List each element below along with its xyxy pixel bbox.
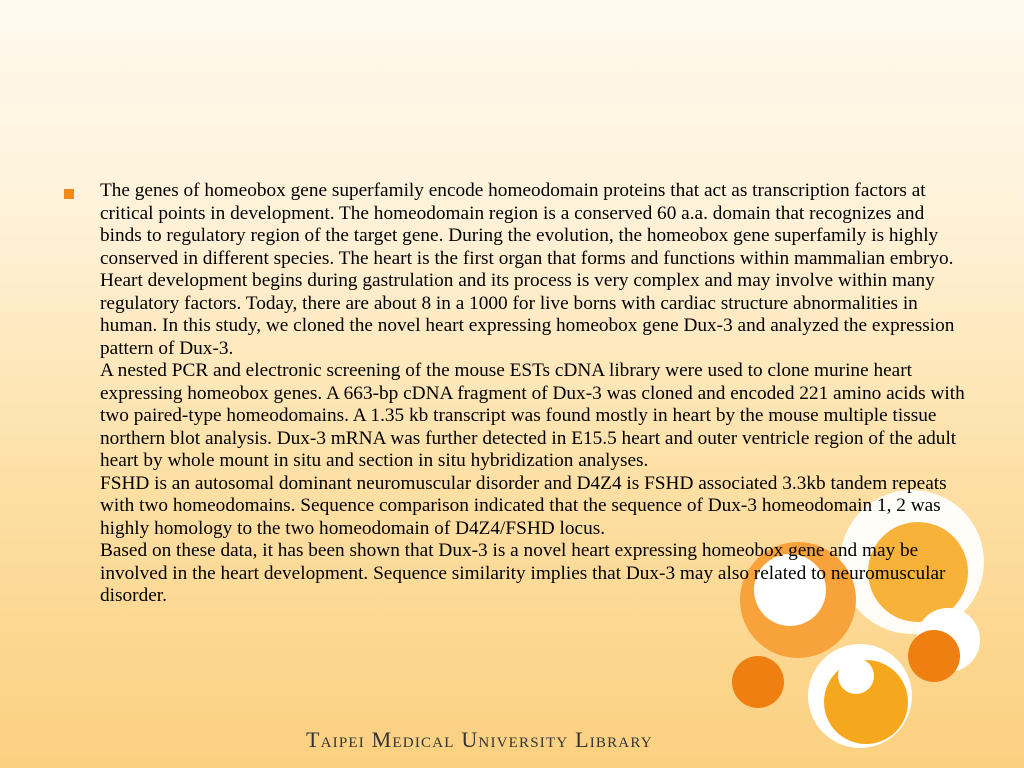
footer-library-name: Taipei Medical University Library — [306, 727, 653, 752]
circle-orange-right — [908, 630, 960, 682]
circle-white-tiny — [838, 658, 874, 694]
paragraph-intro: The genes of homeobox gene superfamily encode homeodomain proteins that act as transcription factors at critical points in development. The homeodomain region is a conserved 60 a.a. domain that recognizes and binds to regulatory region of the target gene. During the evolution, the homeobox gene superfamily is highly conserved in different species. The heart is the first organ that forms and functions within mammalian embryo. Heart development begins during gastrulation and its process is very complex and may involve within many regulatory factors. Today, there are about 8 in a 1000 for live borns with cardiac structure abnormalities in human. In this study, we cloned the novel heart expressing homeobox gene Dux-3 and analyzed the expression pattern of Dux-3. — [100, 180, 955, 359]
slide-body — [100, 180, 970, 608]
paragraph-methods: A nested PCR and electronic screening of the mouse ESTs cDNA library were used to clone murine heart expressing homeobox genes. A 663-bp cDNA fragment of Dux-3 was cloned and encoded 221 amino acids with two paired-type homeodomains. A 1.35 kb transcript was found mostly in heart by the mouse multiple tissue northern blot analysis. Dux-3 mRNA was further detected in E15.5 heart and outer ventricle region of the adult heart by whole mount in situ and section in situ hybridization analyses. — [100, 360, 965, 471]
circle-orange-small — [732, 656, 784, 708]
paragraph-conclusion: Based on these data, it has been shown that Dux-3 is a novel heart expressing homeobox gene and may be involved in the heart development. Sequence similarity implies that Dux-3 may also related to neuromuscular disorder. — [100, 540, 946, 606]
paragraph-fshd: FSHD is an autosomal dominant neuromuscular disorder and D4Z4 is FSHD associated 3.3kb tandem repeats with two homeodomains. Sequence comparison indicated that the sequence of Dux-3 homeodomain 1, 2 was highly homology to the two homeodomain of D4Z4/FSHD locus. — [100, 472, 947, 539]
